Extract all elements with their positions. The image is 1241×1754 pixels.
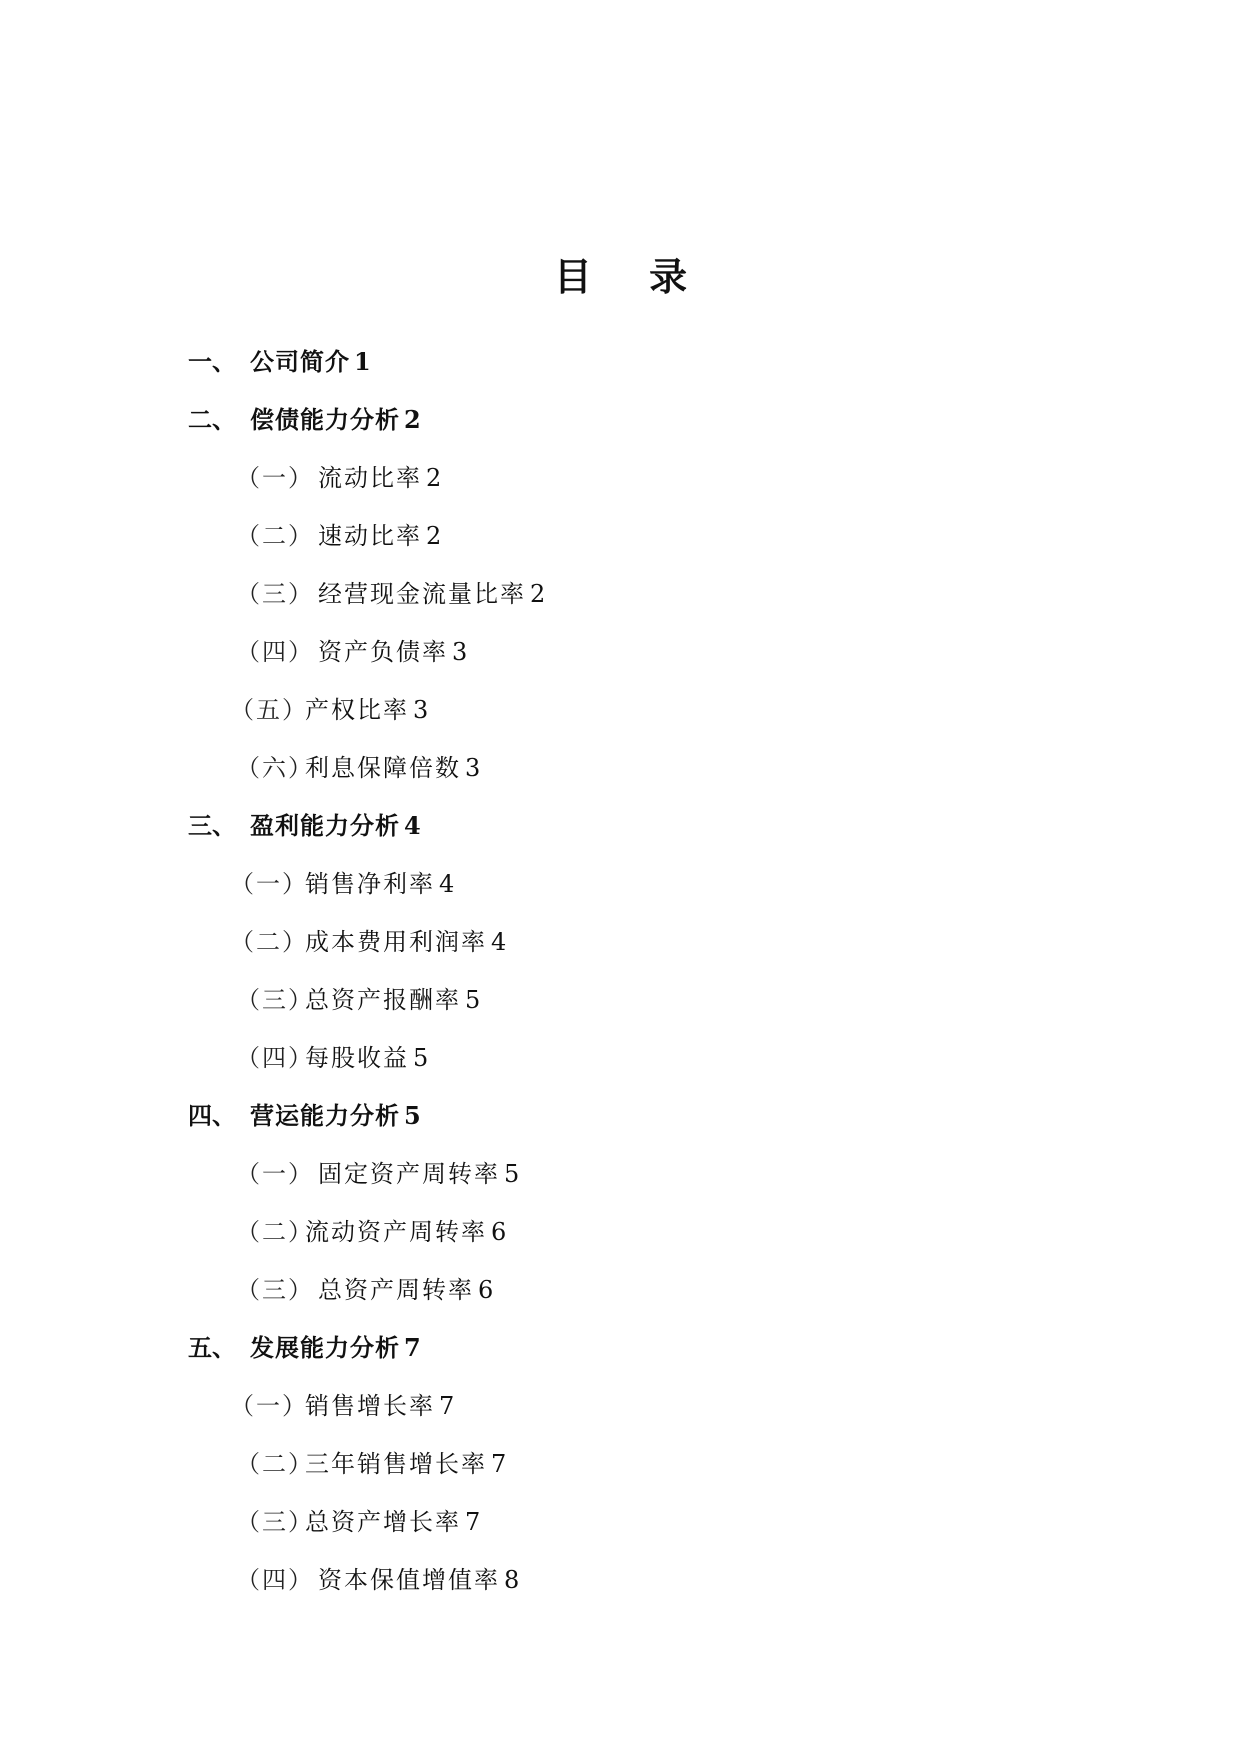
toc-entry-number: （五）: [230, 696, 308, 724]
toc-entry[interactable]: [0, 1212, 1241, 1270]
toc-entry[interactable]: [0, 1154, 1241, 1212]
toc-entry-page: 4: [404, 811, 421, 840]
toc-entry-number: 五、: [188, 1333, 236, 1362]
toc-entry-number: （六）: [236, 754, 314, 782]
toc-entry-label: 成本费用利润率 4: [305, 928, 507, 956]
toc-entry-label: 公司简介 1: [250, 347, 371, 376]
toc-entry-number: （一）: [236, 464, 314, 492]
toc-entry-label: 三年销售增长率 7: [305, 1450, 507, 1478]
toc-entry-number: （三）: [236, 1508, 314, 1536]
toc-entry-page: 5: [404, 1101, 421, 1130]
toc-entry[interactable]: [0, 1328, 1241, 1386]
toc-entry[interactable]: [0, 690, 1241, 748]
toc-entry-page: 3: [413, 696, 429, 724]
toc-entry-page: 7: [465, 1508, 481, 1536]
toc-entry[interactable]: [0, 632, 1241, 690]
toc-entry-number: 四、: [188, 1101, 236, 1130]
toc-entry-number: （四）: [236, 1566, 314, 1594]
toc-entry[interactable]: [0, 1444, 1241, 1502]
toc-entry-page: 5: [413, 1044, 429, 1072]
toc-entry-label: 固定资产周转率 5: [318, 1160, 520, 1188]
toc-entry-page: 2: [426, 464, 442, 492]
toc-entry-label: 产权比率 3: [305, 696, 429, 724]
toc-entry-number: （四）: [236, 638, 314, 666]
toc-entry-number: （二）: [236, 522, 314, 550]
toc-entry-page: 3: [452, 638, 468, 666]
toc-entry-label: 资产负债率 3: [318, 638, 468, 666]
toc-entry-number: （三）: [236, 986, 314, 1014]
toc-entry-page: 2: [426, 522, 442, 550]
toc-entry-number: （四）: [236, 1044, 314, 1072]
toc-entry-number: （一）: [230, 870, 308, 898]
toc-entry-page: 6: [491, 1218, 507, 1246]
toc-entry[interactable]: [0, 980, 1241, 1038]
toc-entry[interactable]: [0, 1502, 1241, 1560]
toc-entry[interactable]: [0, 1270, 1241, 1328]
toc-entry-label: 销售增长率 7: [305, 1392, 455, 1420]
toc-entry[interactable]: [0, 806, 1241, 864]
toc-entry-page: 1: [354, 347, 371, 376]
toc-entry[interactable]: [0, 1560, 1241, 1618]
toc-entry[interactable]: [0, 574, 1241, 632]
toc-entry-number: 三、: [188, 811, 236, 840]
toc-entry-label: 流动比率 2: [318, 464, 442, 492]
toc-title: 目 录: [553, 254, 710, 299]
toc-entry-page: 5: [465, 986, 481, 1014]
toc-entry-number: （一）: [236, 1160, 314, 1188]
toc-list: [0, 342, 1241, 1618]
toc-entry[interactable]: [0, 748, 1241, 806]
toc-entry-page: 4: [439, 870, 455, 898]
toc-entry-label: 营运能力分析 5: [250, 1101, 421, 1130]
toc-entry-label: 销售净利率 4: [305, 870, 455, 898]
toc-entry-label: 资本保值增值率 8: [318, 1566, 520, 1594]
toc-entry-label: 速动比率 2: [318, 522, 442, 550]
toc-entry[interactable]: [0, 1386, 1241, 1444]
toc-entry-page: 7: [404, 1333, 421, 1362]
toc-entry-label: 盈利能力分析 4: [250, 811, 421, 840]
toc-entry-label: 总资产周转率 6: [318, 1276, 494, 1304]
toc-entry[interactable]: [0, 458, 1241, 516]
toc-entry-page: 6: [478, 1276, 494, 1304]
toc-entry[interactable]: [0, 516, 1241, 574]
toc-entry-label: 总资产报酬率 5: [305, 986, 481, 1014]
toc-entry[interactable]: [0, 400, 1241, 458]
toc-entry-label: 发展能力分析 7: [250, 1333, 421, 1362]
toc-entry-page: 3: [465, 754, 481, 782]
toc-entry[interactable]: [0, 922, 1241, 980]
toc-entry-number: （二）: [230, 928, 308, 956]
toc-entry-label: 偿债能力分析 2: [250, 405, 421, 434]
toc-entry-page: 2: [530, 580, 546, 608]
toc-entry-page: 4: [491, 928, 507, 956]
toc-entry-page: 2: [404, 405, 421, 434]
toc-entry-number: （二）: [236, 1450, 314, 1478]
toc-entry-page: 7: [491, 1450, 507, 1478]
toc-entry[interactable]: [0, 1038, 1241, 1096]
toc-entry-page: 8: [504, 1566, 520, 1594]
toc-entry-page: 7: [439, 1392, 455, 1420]
toc-entry-page: 5: [504, 1160, 520, 1188]
toc-entry-label: 经营现金流量比率 2: [318, 580, 546, 608]
toc-entry-number: （三）: [236, 1276, 314, 1304]
toc-entry[interactable]: [0, 864, 1241, 922]
toc-entry-label: 总资产增长率 7: [305, 1508, 481, 1536]
toc-entry-label: 每股收益 5: [305, 1044, 429, 1072]
toc-entry-label: 利息保障倍数 3: [305, 754, 481, 782]
toc-entry-number: （三）: [236, 580, 314, 608]
toc-entry-number: （二）: [236, 1218, 314, 1246]
toc-entry-label: 流动资产周转率 6: [305, 1218, 507, 1246]
toc-entry[interactable]: [0, 342, 1241, 400]
toc-entry[interactable]: [0, 1096, 1241, 1154]
toc-entry-number: 一、: [188, 347, 236, 376]
toc-entry-number: 二、: [188, 405, 236, 434]
toc-entry-number: （一）: [230, 1392, 308, 1420]
